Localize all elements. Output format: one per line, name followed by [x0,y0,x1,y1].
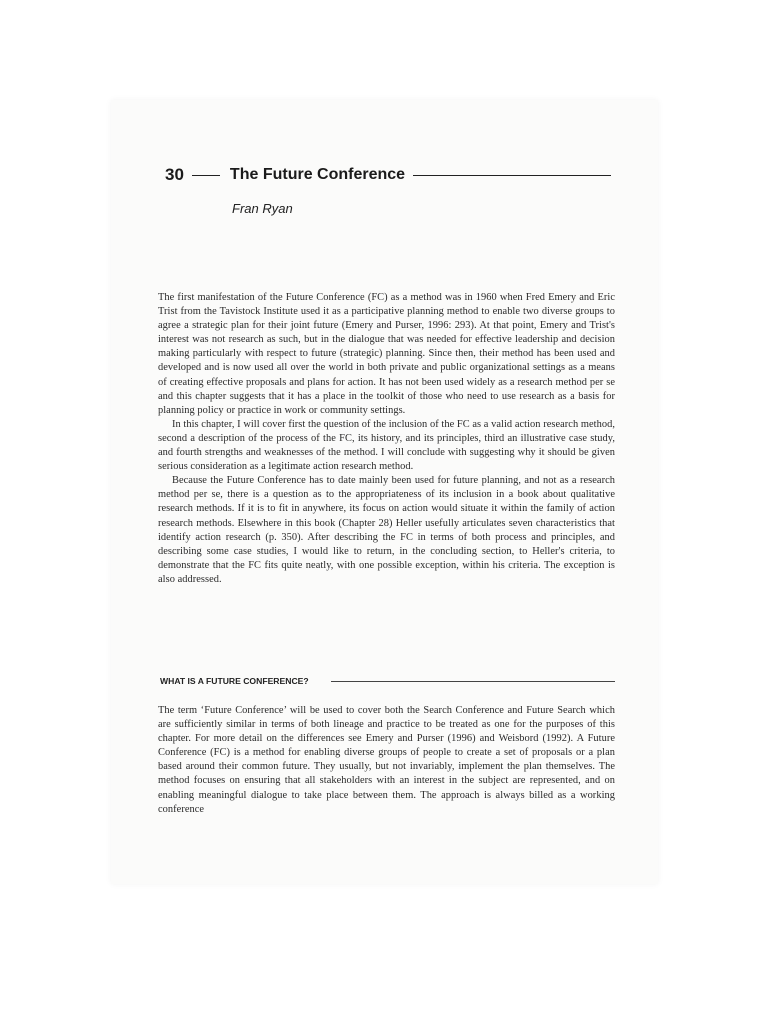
chapter-header [165,164,611,186]
section-heading-text: WHAT IS A FUTURE CONFERENCE? [160,676,309,686]
chapter-author: Fran Ryan [232,201,293,216]
paragraph: Because the Future Conference has to date mainly been used for future planning, and not as a research method per se, there is a question as to the appropriateness of its inclusion in a book about qualitative research methods. If it is to fit in anywhere, its focus on action would situate it within the family of action research methods. Elsewhere in this book (Chapter 28) Heller usefully articulates seven characteristics that identify action research (p. 350). After describing the FC in terms of both process and principles, and describing some case studies, I would like to return, in the concluding section, to Heller's criteria, to demonstrate that the FC fits quite neatly, with one possible exception, within his criteria. The exception is also addressed. [158,475,615,585]
section-text [158,704,615,817]
intro-text [158,291,615,587]
paragraph: In this chapter, I will cover first the question of the inclusion of the FC as a valid action research method, second a description of the process of the FC, its history, and its principles, third an illustrative case study, and fourth strengths and weaknesses of the method. I will conclude with suggesting why it should be given serious consideration as a legitimate action research method. [158,418,615,473]
chapter-rule [413,175,611,176]
section-heading [160,676,615,686]
paragraph: The term ‘Future Conference’ will be used to cover both the Search Conference and Future Search which are sufficiently similar in terms of both lineage and practice to be treated as one for the purposes of this chapter. For more detail on the differences see Emery and Purser (1996) and Weisbord (1992). A Future Conference (FC) is a method for enabling diverse groups of people to create a set of proposals or a plan based around their common future. They usually, but not invariably, implement the plan themselves. The method focuses on ensuring that all stakeholders with an interest in the subject are represented, and on enabling meaningful dialogue to take place between them. The approach is always billed as a working conference [158,705,615,815]
chapter-number: 30 [165,165,184,184]
paragraph: The first manifestation of the Future Conference (FC) as a method was in 1960 when Fred Emery and Eric Trist from the Tavistock Institute used it as a participative planning method to enable two diverse groups to agree a strategic plan for their joint future (Emery and Purser, 1996: 293). At that point, Emery and Trist's interest was not research as such, but in the dialogue that was needed for effective leadership and decision making particularly with respect to future (strategic) planning. Since then, their method has been used and developed and is now used all over the world in both private and public organizational settings as a means of creating effective proposals and plans for action. It has not been used widely as a research method per se and this chapter suggests that it has a place in the toolkit of those who need to use research as a basis for planning policy or practice in work or community settings. [158,292,615,416]
chapter-dash [192,175,220,176]
section-rule [331,681,615,682]
chapter-title: The Future Conference [229,166,406,183]
